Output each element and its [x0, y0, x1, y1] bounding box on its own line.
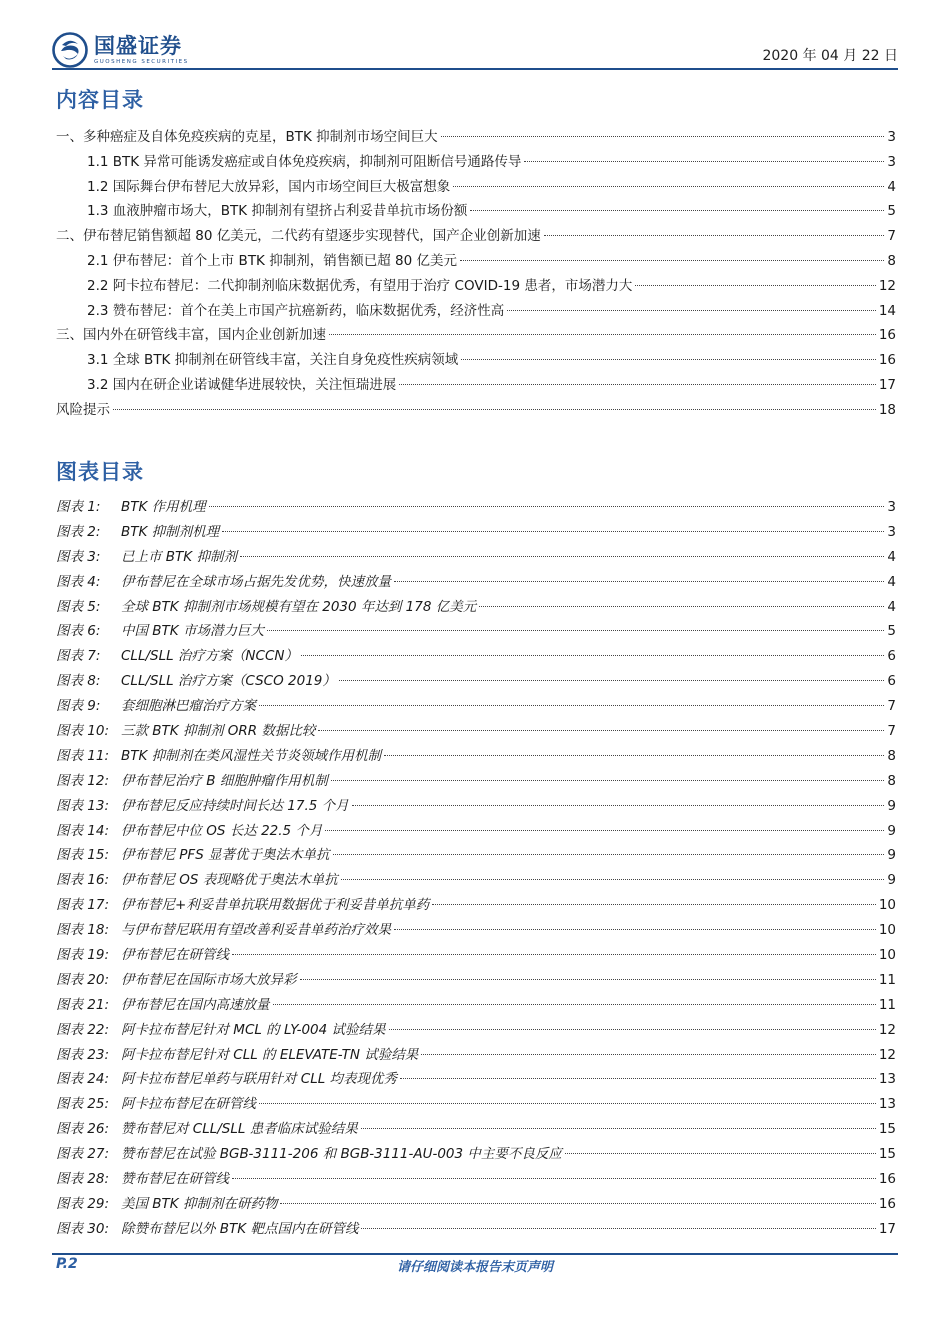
figure-entry-title: 赞布替尼对 CLL/SLL 患者临床试验结果	[121, 1121, 358, 1138]
figure-entry-label: 图表 24:	[56, 1071, 110, 1088]
figure-entry-title: 伊布替尼在国内高速放量	[121, 996, 270, 1013]
toc-entry[interactable]	[56, 373, 896, 398]
toc-entry-title: 3.1 全球 BTK 抑制剂在研管线丰富，关注自身免疫性疾病领域	[87, 352, 459, 369]
figure-entry[interactable]	[56, 868, 896, 893]
figure-entry-title: BTK 抑制剂在类风湿性关节炎领域作用机制	[121, 747, 382, 764]
leader-dots	[384, 755, 884, 756]
figure-entry-label: 图表 27:	[56, 1146, 110, 1163]
figure-entry-label: 图表 30:	[56, 1220, 110, 1237]
figure-entry-label: 图表 15:	[56, 847, 110, 864]
leader-dots	[524, 161, 884, 162]
toc-entry[interactable]	[56, 249, 896, 274]
figure-entry[interactable]	[56, 495, 896, 520]
figure-entry-label: 图表 23:	[56, 1046, 110, 1063]
figure-entry[interactable]	[56, 619, 896, 644]
figure-entry-title: CLL/SLL 治疗方案（CSCO 2019）	[121, 673, 336, 690]
figure-entry[interactable]	[56, 1142, 896, 1167]
figure-entry[interactable]	[56, 744, 896, 769]
toc-entry-title: 三、国内外在研管线丰富，国内企业创新加速	[56, 327, 326, 344]
figure-entry-label: 图表 4:	[56, 573, 101, 590]
toc-entry[interactable]	[56, 299, 896, 324]
figure-entry-page: 8	[887, 747, 896, 764]
figure-entry-title: 阿卡拉布替尼单药与联用针对 CLL 均表现优秀	[121, 1071, 398, 1088]
disclaimer-note: 请仔细阅读本报告末页声明	[396, 1260, 553, 1275]
company-logo	[52, 28, 189, 72]
figure-entry-label: 图表 17:	[56, 897, 110, 914]
figure-entry-title: 伊布替尼在研管线	[121, 947, 229, 964]
toc-entry-title: 2.1 伊布替尼：首个上市 BTK 抑制剂，销售额已超 80 亿美元	[87, 252, 457, 269]
figure-entry-page: 7	[887, 723, 896, 740]
toc-entry-title: 一、多种癌症及自体免疫疾病的克星，BTK 抑制剂市场空间巨大	[56, 129, 438, 145]
header-divider	[52, 68, 898, 70]
figure-entry[interactable]	[56, 520, 896, 545]
figure-entry[interactable]	[56, 595, 896, 620]
figure-entry-label: 图表 8:	[56, 673, 101, 690]
figure-entry-title: 三款 BTK 抑制剂 ORR 数据比较	[121, 723, 316, 740]
figure-entry[interactable]	[56, 545, 896, 570]
figure-entry[interactable]	[56, 943, 896, 968]
figure-entry[interactable]	[56, 644, 896, 669]
figure-entry-title: BTK 抑制剂机理	[121, 523, 220, 540]
leader-dots	[635, 285, 875, 286]
toc-entry-page: 14	[878, 302, 896, 319]
leader-dots	[361, 1128, 876, 1129]
figure-entry-page: 6	[887, 648, 896, 665]
figure-entry-label: 图表 22:	[56, 1021, 110, 1038]
figure-entry-page: 4	[887, 548, 896, 565]
figure-entry-label: 图表 9:	[56, 698, 101, 715]
leader-dots	[432, 904, 876, 905]
leader-dots	[222, 531, 884, 532]
toc-list	[56, 125, 896, 423]
toc-entry-title: 2.2 阿卡拉布替尼：二代抑制剂临床数据优秀，有望用于治疗 COVID-19 患者，市场潜力大	[87, 277, 633, 294]
figure-entry-label: 图表 14:	[56, 822, 110, 839]
figure-entry-title: 伊布替尼在全球市场占据先发优势，快速放量	[121, 573, 391, 590]
leader-dots	[389, 1029, 876, 1030]
figure-entry-page: 16	[878, 1195, 896, 1212]
page-header	[52, 28, 898, 72]
figure-entry-page: 9	[887, 872, 896, 889]
page-number: P.2	[56, 1256, 78, 1272]
figure-entry[interactable]	[56, 918, 896, 943]
toc-entry[interactable]	[56, 224, 896, 249]
figure-entry-page: 9	[887, 822, 896, 839]
leader-dots	[470, 210, 884, 211]
figure-entry-page: 16	[878, 1171, 896, 1188]
figure-entry[interactable]	[56, 794, 896, 819]
toc-entry-page: 7	[887, 228, 896, 245]
leader-dots	[361, 1228, 875, 1229]
leader-dots	[331, 780, 885, 781]
figure-entry-label: 图表 20:	[56, 971, 110, 988]
toc-entry[interactable]	[56, 125, 896, 150]
logo-name-cn: 国盛证券	[94, 34, 182, 58]
figure-entry[interactable]	[56, 993, 896, 1018]
figure-entry-page: 13	[878, 1096, 896, 1113]
figure-entry-page: 9	[887, 847, 896, 864]
figure-entry-page: 6	[887, 673, 896, 690]
leader-dots	[507, 310, 876, 311]
figure-entry-title: 套细胞淋巴瘤治疗方案	[121, 698, 256, 715]
leader-dots	[544, 235, 885, 236]
toc-entry[interactable]	[56, 150, 896, 175]
leader-dots	[399, 384, 876, 385]
leader-dots	[333, 854, 885, 855]
figure-entry-page: 15	[878, 1146, 896, 1163]
figure-entry[interactable]	[56, 819, 896, 844]
toc-entry-page: 4	[887, 178, 896, 195]
leader-dots	[267, 630, 884, 631]
figure-entry-page: 3	[887, 499, 896, 515]
leader-dots	[461, 359, 876, 360]
figure-entry-title: 阿卡拉布替尼针对 MCL 的 LY-004 试验结果	[121, 1021, 386, 1038]
figure-entry-label: 图表 6:	[56, 623, 101, 640]
figure-entry-label: 图表 12:	[56, 772, 110, 789]
toc-entry-page: 16	[878, 327, 896, 344]
figure-entry-title: 伊布替尼中位 OS 长达 22.5 个月	[121, 822, 323, 839]
figure-entry-title: 除赞布替尼以外 BTK 靶点国内在研管线	[121, 1220, 359, 1237]
figure-entry-title: 赞布替尼在试验 BGB-3111-206 和 BGB-3111-AU-003 中主要不良反应	[121, 1146, 562, 1163]
figure-entry-page: 11	[878, 996, 896, 1013]
figure-entry-title: 全球 BTK 抑制剂市场规模有望在 2030 年达到 178 亿美元	[121, 598, 477, 615]
figure-entry-title: 已上市 BTK 抑制剂	[121, 548, 237, 565]
leader-dots	[453, 186, 884, 187]
toc-entry-page: 5	[887, 203, 896, 220]
figure-entry[interactable]	[56, 1067, 896, 1092]
figure-entry[interactable]	[56, 1043, 896, 1068]
figure-entry-label: 图表 2:	[56, 523, 101, 540]
leader-dots	[209, 506, 885, 507]
leader-dots	[300, 979, 876, 980]
figure-entry-label: 图表 3:	[56, 548, 101, 565]
toc-entry[interactable]	[56, 348, 896, 373]
leader-dots	[318, 730, 884, 731]
figure-entry-page: 5	[887, 623, 896, 640]
toc-title: 内容目录	[56, 88, 144, 112]
figure-entry-page: 9	[887, 797, 896, 814]
toc-entry-page: 3	[887, 129, 896, 145]
figure-entry-page: 12	[878, 1021, 896, 1038]
toc-entry-title: 二、伊布替尼销售额超 80 亿美元，二代药有望逐步实现替代，国产企业创新加速	[56, 228, 541, 245]
leader-dots	[232, 954, 876, 955]
toc-entry[interactable]	[56, 398, 896, 423]
figure-entry-label: 图表 10:	[56, 723, 110, 740]
figure-entry[interactable]	[56, 968, 896, 993]
figure-entry-page: 12	[878, 1046, 896, 1063]
leader-dots	[421, 1054, 876, 1055]
figure-entry-title: 与伊布替尼联用有望改善利妥昔单药治疗效果	[121, 922, 391, 939]
toc-entry-page: 12	[878, 277, 896, 294]
toc-entry-page: 17	[878, 376, 896, 393]
figure-entry-label: 图表 11:	[56, 747, 110, 764]
report-date: 2020 年 04 月 22 日	[762, 48, 898, 64]
toc-entry-page: 3	[887, 153, 896, 170]
leader-dots	[259, 705, 884, 706]
figure-entry-title: 伊布替尼 OS 表现略优于奥法木单抗	[121, 872, 338, 889]
toc-entry-title: 1.3 血液肿瘤市场大，BTK 抑制剂有望挤占利妥昔单抗市场份额	[87, 203, 468, 220]
figure-entry-title: 伊布替尼反应持续时间长达 17.5 个月	[121, 797, 349, 814]
leader-dots	[400, 1078, 876, 1079]
leader-dots	[352, 805, 885, 806]
figure-entry[interactable]	[56, 1018, 896, 1043]
figure-entry-title: 阿卡拉布替尼针对 CLL 的 ELEVATE-TN 试验结果	[121, 1046, 419, 1063]
leader-dots	[329, 334, 876, 335]
toc-entry-page: 16	[878, 352, 896, 369]
toc-entry-title: 2.3 赞布替尼：首个在美上市国产抗癌新药，临床数据优秀，经济性高	[87, 302, 505, 319]
toc-entry[interactable]	[56, 323, 896, 348]
leader-dots	[565, 1153, 876, 1154]
figure-entry-page: 4	[887, 598, 896, 615]
figure-entry-title: CLL/SLL 治疗方案（NCCN）	[121, 648, 298, 665]
leader-dots	[232, 1178, 876, 1179]
figure-entry-label: 图表 18:	[56, 922, 110, 939]
figure-entry-title: 伊布替尼 PFS 显著优于奥法木单抗	[121, 847, 330, 864]
figure-entry-page: 10	[878, 922, 896, 939]
figure-entry-title: 阿卡拉布替尼在研管线	[121, 1096, 256, 1113]
toc-entry-page: 8	[887, 252, 896, 269]
leader-dots	[394, 929, 876, 930]
toc-entry-title: 3.2 国内在研企业诺诚健华进展较快，关注恒瑞进展	[87, 376, 397, 393]
figure-entry-label: 图表 7:	[56, 648, 101, 665]
toc-entry-title: 风险提示	[56, 401, 110, 418]
toc-entry[interactable]	[56, 274, 896, 299]
leader-dots	[441, 136, 885, 137]
logo-mark-icon	[52, 32, 88, 68]
figure-entry-page: 10	[878, 897, 896, 914]
footer-divider	[52, 1253, 898, 1255]
figure-entry[interactable]	[56, 1192, 896, 1217]
toc-entry[interactable]	[56, 175, 896, 200]
figure-entry-label: 图表 29:	[56, 1195, 110, 1212]
leader-dots	[460, 260, 884, 261]
figure-list	[56, 495, 896, 1242]
leader-dots	[325, 830, 884, 831]
toc-entry-title: 1.2 国际舞台伊布替尼大放异彩，国内市场空间巨大极富想象	[87, 178, 451, 195]
leader-dots	[280, 1203, 875, 1204]
figure-entry[interactable]	[56, 1217, 896, 1242]
figure-entry-label: 图表 28:	[56, 1171, 110, 1188]
figure-entry[interactable]	[56, 694, 896, 719]
figure-entry-label: 图表 26:	[56, 1121, 110, 1138]
figure-entry-label: 图表 21:	[56, 996, 110, 1013]
figure-entry[interactable]	[56, 1092, 896, 1117]
figure-entry-page: 4	[887, 573, 896, 590]
figure-entry-page: 13	[878, 1071, 896, 1088]
leader-dots	[301, 655, 884, 656]
figure-entry-page: 17	[878, 1220, 896, 1237]
leader-dots	[113, 409, 876, 410]
figure-entry-title: 伊布替尼在国际市场大放异彩	[121, 971, 297, 988]
leader-dots	[341, 879, 885, 880]
logo-name-en: GUOSHENG SECURITIES	[94, 59, 189, 65]
figure-entry-title: 伊布替尼+利妥昔单抗联用数据优于利妥昔单抗单药	[121, 897, 430, 914]
figure-entry[interactable]	[56, 769, 896, 794]
figure-entry-title: BTK 作用机理	[121, 499, 206, 515]
leader-dots	[339, 680, 885, 681]
figure-entry-title: 中国 BTK 市场潜力巨大	[121, 623, 264, 640]
figure-entry[interactable]	[56, 669, 896, 694]
figure-entry-page: 3	[887, 523, 896, 540]
figure-entry-label: 图表 1:	[56, 499, 101, 515]
figure-entry[interactable]	[56, 843, 896, 868]
figure-list-title: 图表目录	[56, 460, 144, 484]
figure-entry-label: 图表 19:	[56, 947, 110, 964]
leader-dots	[479, 606, 884, 607]
figure-entry-title: 伊布替尼治疗 B 细胞肿瘤作用机制	[121, 772, 328, 789]
figure-entry-title: 赞布替尼在研管线	[121, 1171, 229, 1188]
figure-entry[interactable]	[56, 570, 896, 595]
leader-dots	[394, 581, 884, 582]
figure-entry-page: 11	[878, 971, 896, 988]
figure-entry-label: 图表 16:	[56, 872, 110, 889]
figure-entry[interactable]	[56, 1117, 896, 1142]
leader-dots	[259, 1103, 876, 1104]
toc-entry-page: 18	[878, 401, 896, 418]
figure-entry-label: 图表 13:	[56, 797, 110, 814]
figure-entry-page: 15	[878, 1121, 896, 1138]
toc-entry[interactable]	[56, 199, 896, 224]
figure-entry-label: 图表 5:	[56, 598, 101, 615]
figure-entry-page: 10	[878, 947, 896, 964]
figure-entry-page: 7	[887, 698, 896, 715]
toc-entry-title: 1.1 BTK 异常可能诱发癌症或自体免疫疾病，抑制剂可阻断信号通路传导	[87, 153, 522, 170]
figure-entry[interactable]	[56, 893, 896, 918]
figure-entry-page: 8	[887, 772, 896, 789]
leader-dots	[240, 556, 884, 557]
leader-dots	[273, 1004, 876, 1005]
figure-entry[interactable]	[56, 719, 896, 744]
figure-entry-title: 美国 BTK 抑制剂在研药物	[121, 1195, 278, 1212]
figure-entry-label: 图表 25:	[56, 1096, 110, 1113]
figure-entry[interactable]	[56, 1167, 896, 1192]
